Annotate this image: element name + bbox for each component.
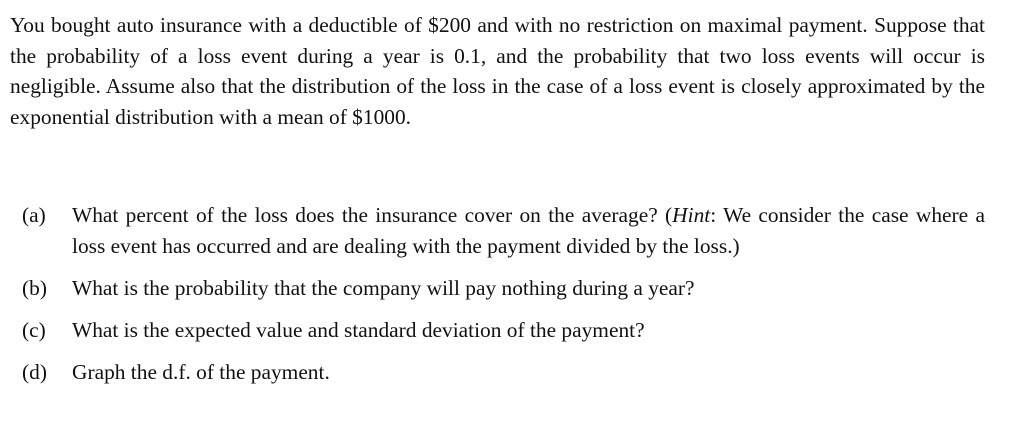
part-label-c: (c) <box>22 317 46 342</box>
part-text-a <box>72 200 985 261</box>
part-label-a: (a) <box>22 203 46 227</box>
part-text-d: Graph the d.f. of the payment. <box>72 359 330 384</box>
problem-statement: You bought auto insurance with a deductible of $200 and with no restriction on maximal payment. Suppose that the probability of a loss event during a year is 0.1, and the probability that two loss events will occur is negligible. Assume also that the distribution of the loss in the case of a loss event is closely approximated by the exponential distribution with a mean of $1000. <box>10 13 985 129</box>
question-parts-list <box>22 200 985 399</box>
hint-label: Hint <box>672 203 711 227</box>
part-label-d: (d) <box>22 359 47 384</box>
question-part-d <box>22 357 985 388</box>
part-a-text-end: : We consider the case where a loss event has occurred and are dealing with the payment divided by the loss.) <box>72 203 985 258</box>
question-part-b <box>22 273 985 304</box>
part-text-b: What is the probability that the company will pay nothing during a year? <box>72 275 695 300</box>
part-label-b: (b) <box>22 275 47 300</box>
question-part-c <box>22 315 985 346</box>
part-a-text-start: What percent of the loss does the insurance cover on the average? ( <box>72 203 673 227</box>
part-text-c: What is the expected value and standard deviation of the payment? <box>72 317 645 342</box>
question-part-a <box>22 200 985 261</box>
